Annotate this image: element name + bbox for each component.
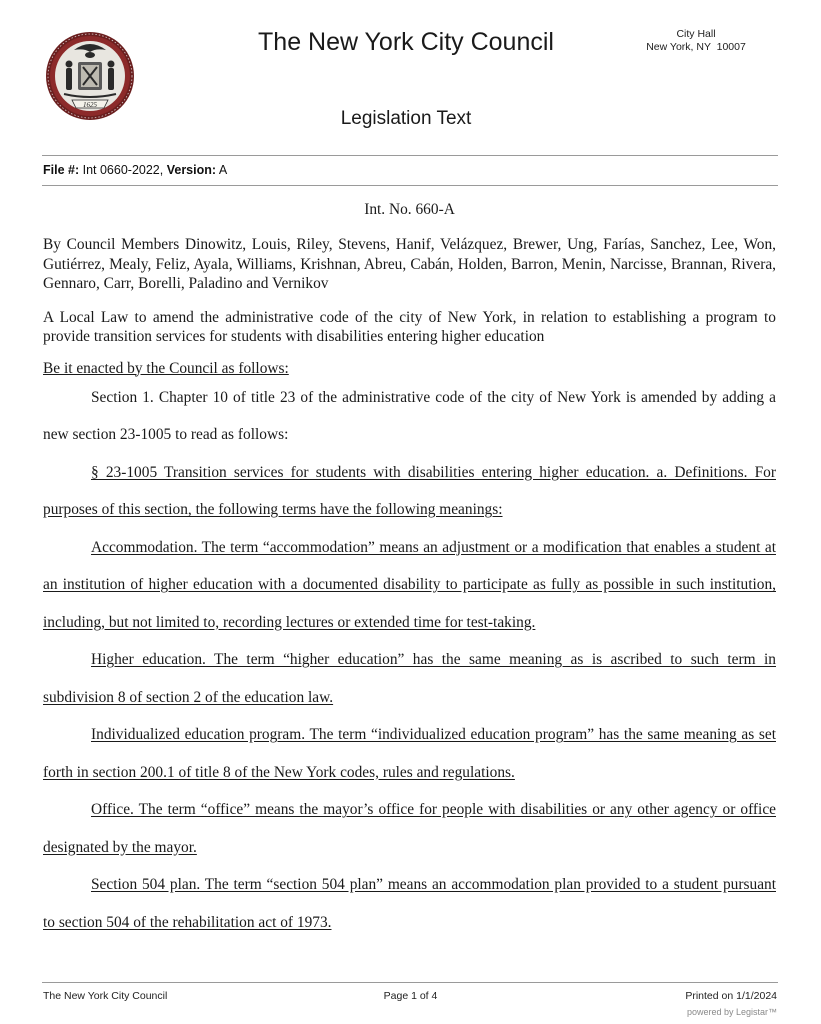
law-title-paragraph: A Local Law to amend the administrative code of the city of New York, in relation to establishing a program to provide transition services for students with disabilities entering higher education [43,308,776,345]
footer-page-number: Page 1 of 4 [383,990,438,1002]
file-label: File #: [43,163,80,177]
legislation-text-heading: Legislation Text [340,108,472,129]
legislation-body [43,200,776,941]
powered-by-legistar: powered by Legistar™ [686,1007,777,1017]
svg-text:1625: 1625 [83,101,97,109]
divider-top [42,155,778,156]
intro-number: Int. No. 660-A [364,201,455,218]
seal-figure-right-icon [108,61,115,91]
divider-file [42,185,778,186]
version-label: Version: [166,163,217,177]
section-1-paragraph: Section 1. Chapter 10 of title 23 of the administrative code of the city of New York is amended by adding a new section 23-1005 to read as follows: [43,388,776,443]
divider-footer [42,982,778,983]
file-info [43,163,227,177]
section-23-1005-heading: § 23-1005 Transition services for students with disabilities entering higher education. a. Definitions. For purposes of this section, the following terms have the following meanings: [43,463,776,518]
definition-higher-education: Higher education. The term “higher education” has the same meaning as is ascribed to such term in subdivision 8 of section 2 of the education law. [43,651,776,706]
footer-council-name: The New York City Council [43,990,168,1002]
enacting-clause: Be it enacted by the Council as follows: [43,359,289,377]
definition-iep: Individualized education program. The term “individualized education program” has the same meaning as set forth in section 200.1 of title 8 of the New York codes, rules and regulations. [43,726,776,781]
definition-section-504-plan: Section 504 plan. The term “section 504 plan” means an accommodation plan provided to a student pursuant to section 504 of the rehabilitation act of 1973. [43,876,776,931]
sponsors-paragraph: By Council Members Dinowitz, Louis, Riley, Stevens, Hanif, Velázquez, Brewer, Ung, Farías, Sanchez, Lee, Won, Gutiérrez, Mealy, Feliz, Ayala, Williams, Krishnan, Abreu, Cabán, Holden, Barron, Menin, Narcisse, Brannan, Rivera, Gennaro, Carr, Borelli, Paladino and Vernikov [43,236,776,292]
address-line-2: New York, NY 10007 [646,41,746,53]
version-value: A [218,163,228,177]
definition-accommodation: Accommodation. The term “accommodation” means an adjustment or a modification that enables a student at an institution of higher education with a documented disability to participate as fully as possible in such institution, including, but not limited to, recording lectures or extended time for test-taking. [43,538,776,631]
council-address [636,28,756,54]
seal-figure-left-icon [66,61,73,91]
address-line-1: City Hall [676,28,716,40]
file-number: Int 0660-2022, [82,163,164,177]
definition-office: Office. The term “office” means the mayor’s office for people with disabilities or any other agency or office designated by the mayor. [43,801,776,856]
footer-printed-date: Printed on 1/1/2024 [685,990,777,1002]
council-title: The New York City Council [258,28,554,56]
